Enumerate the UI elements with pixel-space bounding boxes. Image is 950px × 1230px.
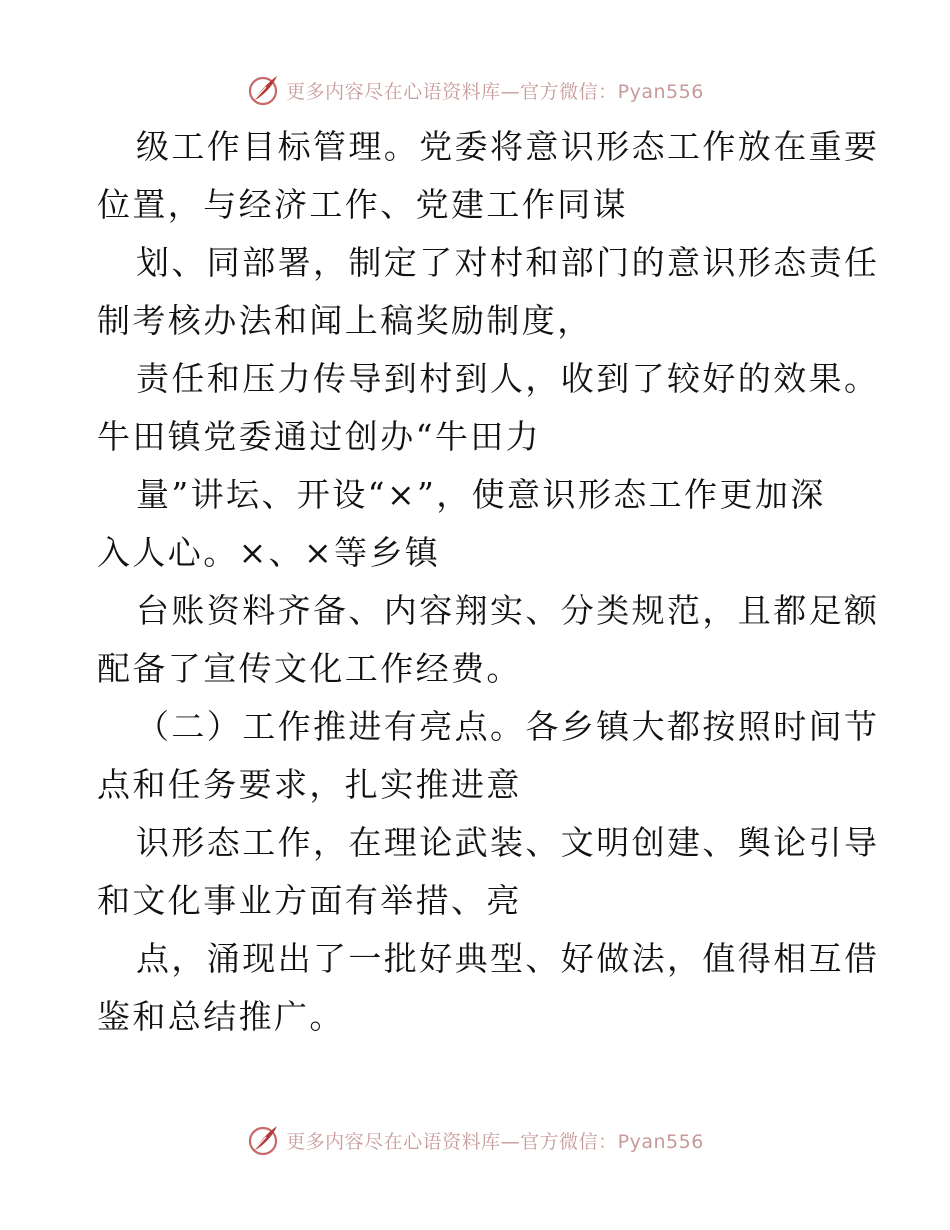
header-watermark (0, 70, 950, 110)
text-line: 级工作目标管理。党委将意识形态工作放在重要 (136, 127, 880, 166)
text-line: 鉴和总结推广。 (97, 997, 345, 1036)
text-line: 点和任务要求，扎实推进意 (97, 765, 522, 804)
text-line: 配备了宣传文化工作经费。 (97, 649, 522, 688)
text-line: （二）工作推进有亮点。各乡镇大都按照时间节 (136, 707, 880, 746)
text-line: 识形态工作，在理论武装、文明创建、舆论引导 (136, 823, 880, 862)
text-line: 责任和压力传导到村到人，收到了较好的效果。 (136, 359, 880, 398)
text-line: 量”讲坛、开设“×”，使意识形态工作更加深 (136, 475, 826, 514)
watermark-text: 更多内容尽在心语资料库—官方微信：Pyan556 (286, 80, 704, 103)
text-line: 位置，与经济工作、党建工作同谋 (97, 185, 628, 224)
text-line: 制考核办法和闻上稿奖励制度， (97, 301, 593, 340)
text-line: 牛田镇党委通过创办“牛田力 (97, 417, 542, 456)
quill-pen-icon (246, 72, 282, 108)
text-line: 划、同部署，制定了对村和部门的意识形态责任 (136, 243, 880, 282)
text-line: 入人心。×、×等乡镇 (97, 533, 441, 572)
text-line: 台账资料齐备、内容翔实、分类规范，且都足额 (136, 591, 880, 630)
text-line: 点，涌现出了一批好典型、好做法，值得相互借 (136, 939, 880, 978)
watermark-text: 更多内容尽在心语资料库—官方微信：Pyan556 (286, 1130, 704, 1153)
text-line: 和文化事业方面有举措、亮 (97, 881, 522, 920)
document-body (97, 118, 880, 1046)
quill-pen-icon (246, 1122, 282, 1158)
footer-watermark (0, 1120, 950, 1160)
